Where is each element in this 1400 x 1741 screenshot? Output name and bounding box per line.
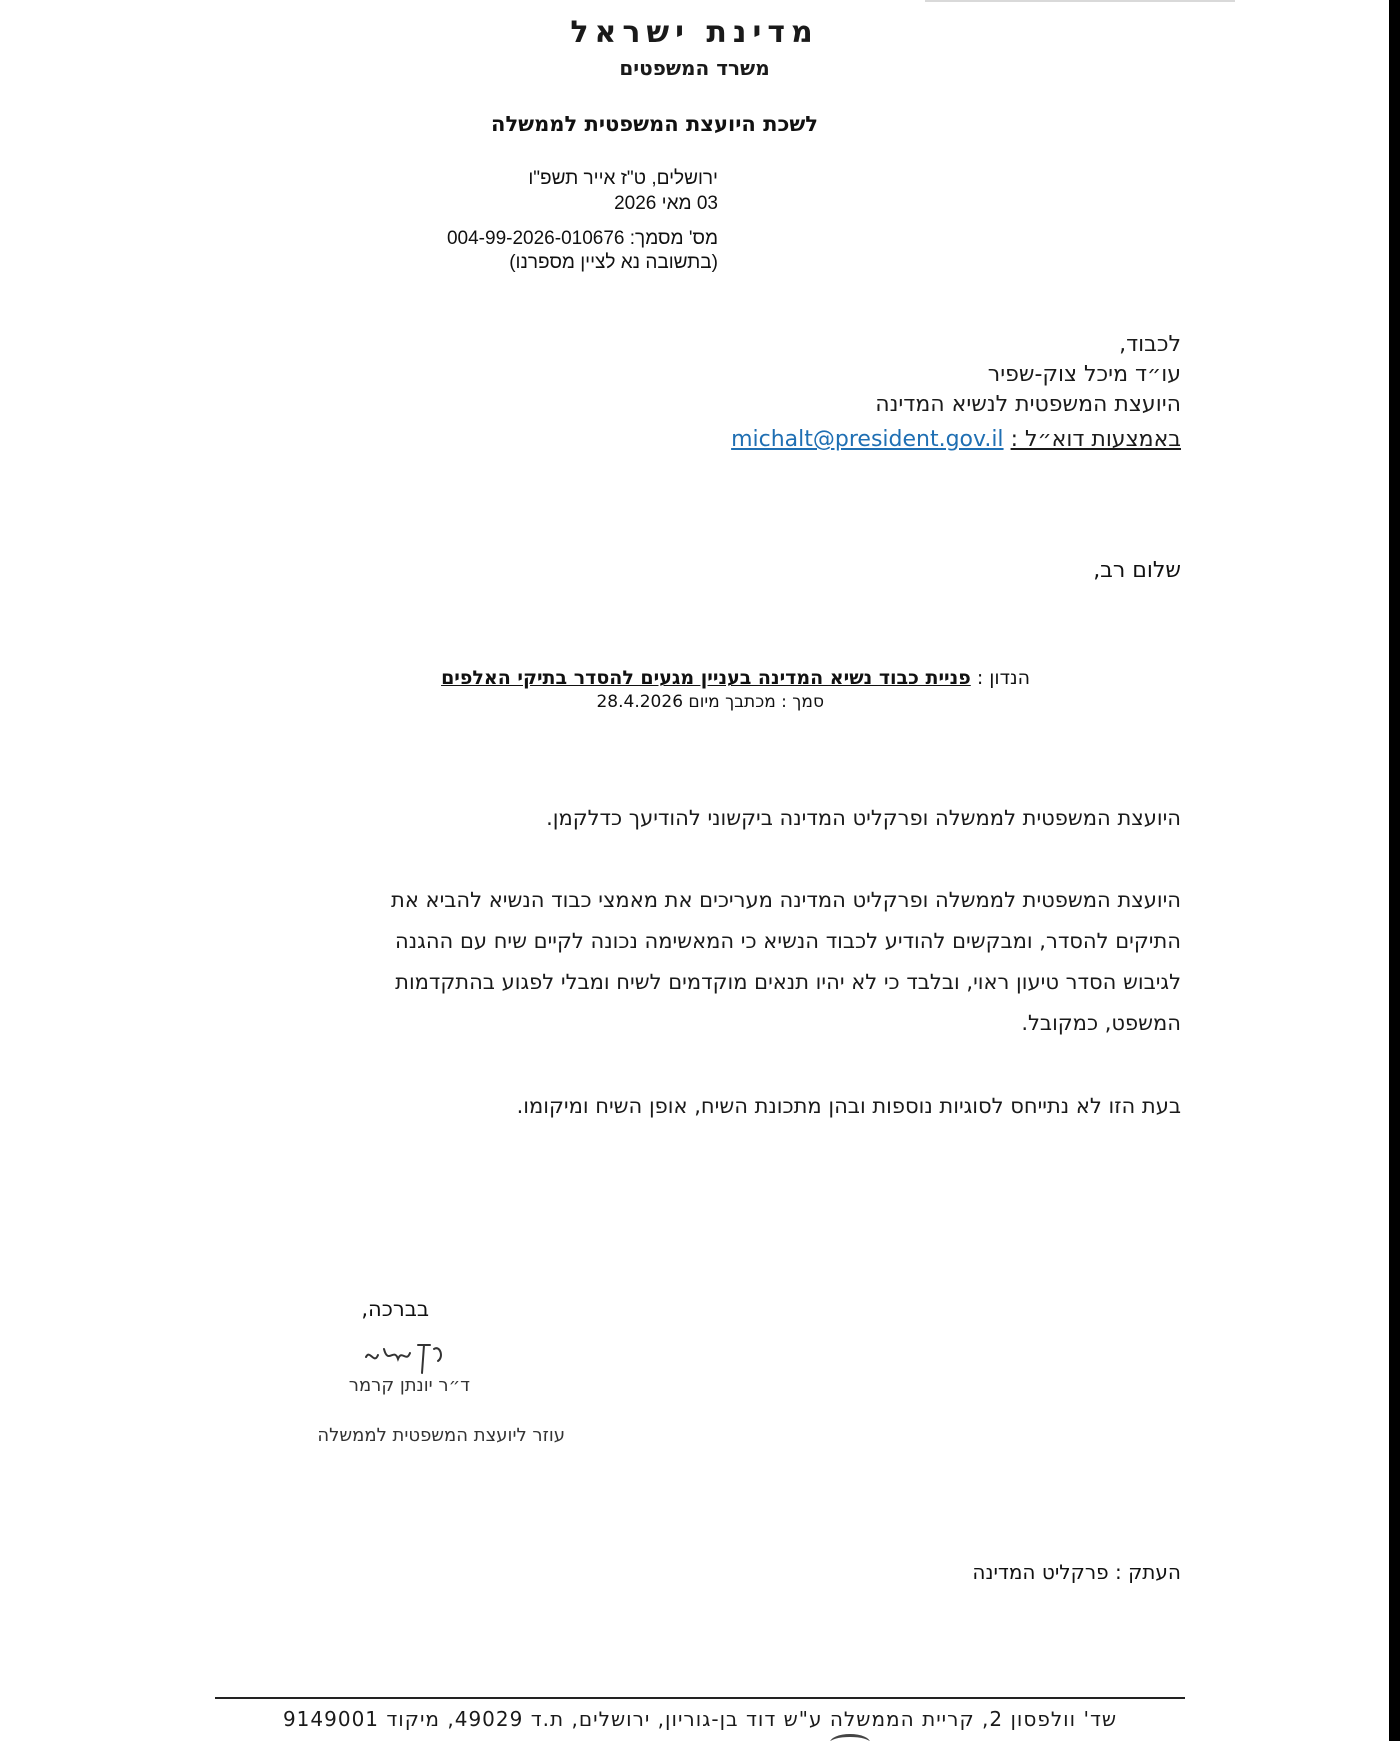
greeting: שלום רב, xyxy=(1093,558,1181,583)
subject-label: הנדון : xyxy=(976,667,1030,689)
cc-line: העתק : פרקליט המדינה xyxy=(972,1560,1181,1584)
body-paragraph-3: בעת הזו לא נתייחס לסוגיות נוספות ובהן מתכונת השיח, אופן השיח ומיקומו. xyxy=(516,1094,1181,1118)
email-link[interactable]: michalt@president.gov.il xyxy=(731,427,1004,452)
signer-role: עוזר ליועצת המשפטית לממשלה xyxy=(317,1425,565,1446)
recipient-salutation: לכבוד, xyxy=(1119,332,1181,357)
meta-date-hebrew: ירושלים, ט"ז אייר תשפ"ו xyxy=(528,168,718,189)
recipient-email-line xyxy=(481,427,1181,452)
letterhead-office: לשכת היועצת המשפטית לממשלה xyxy=(491,112,818,136)
body-p2-line-1: היועצת המשפטית לממשלה ופרקליט המדינה מעריכים את מאמצי כבוד הנשיא להביא את xyxy=(391,888,1181,912)
subject-text: פניית כבוד נשיא המדינה בעניין מגעים להסדר בתיקי האלפים xyxy=(441,667,971,689)
reference-label: מס' מסמך: xyxy=(629,228,718,249)
subject-line xyxy=(350,667,1030,689)
via-email-label: באמצעות דוא״ל : xyxy=(1010,427,1181,452)
footer-divider xyxy=(215,1697,1185,1699)
body-p2-line-3: לגיבוש הסדר טיעון ראוי, ובלבד כי לא יהיו תנאים מוקדמים לשיח ומבלי לפגוע בהתקדמות xyxy=(395,970,1181,994)
meta-reply-note: (בתשובה נא לציין מספרנו) xyxy=(509,252,718,273)
letterhead-ministry: משרד המשפטים xyxy=(619,56,770,80)
body-p2-line-2: התיקים להסדר, ומבקשים להודיע לכבוד הנשיא כי המאשימה נכונה לקיים שיח עם ההגנה xyxy=(395,929,1181,953)
meta-date-gregorian: 03 מאי 2026 xyxy=(614,193,718,214)
signer-name: ד״ר יונתן קרמר xyxy=(348,1375,470,1396)
body-p2-line-4: המשפט, כמקובל. xyxy=(1021,1011,1181,1035)
footer-address: שד' וולפסון 2, קריית הממשלה ע"ש דוד בן-גוריון, ירושלים, ת.ד 49029, מיקוד 9149001 xyxy=(282,1707,1118,1731)
closing-salutation: בברכה, xyxy=(361,1297,429,1321)
recipient-title: היועצת המשפטית לנשיא המדינה xyxy=(875,392,1181,417)
letterhead-state: מדינת ישראל xyxy=(570,15,819,50)
recipient-name: עו״ד מיכל צוק-שפיר xyxy=(987,362,1181,387)
body-paragraph-1: היועצת המשפטית לממשלה ופרקליט המדינה ביקשוני להודיעך כדלקמן. xyxy=(546,806,1181,830)
body-paragraph-2 xyxy=(261,880,1181,1044)
meta-reference xyxy=(218,228,718,250)
reference-number: 004-99-2026-010676 xyxy=(446,228,625,249)
top-edge-line xyxy=(925,0,1235,2)
subject-reference: סמך : מכתבך מיום 28.4.2026 xyxy=(596,692,824,712)
footer-emblem-partial xyxy=(830,1734,870,1741)
signature-mark xyxy=(360,1335,450,1375)
